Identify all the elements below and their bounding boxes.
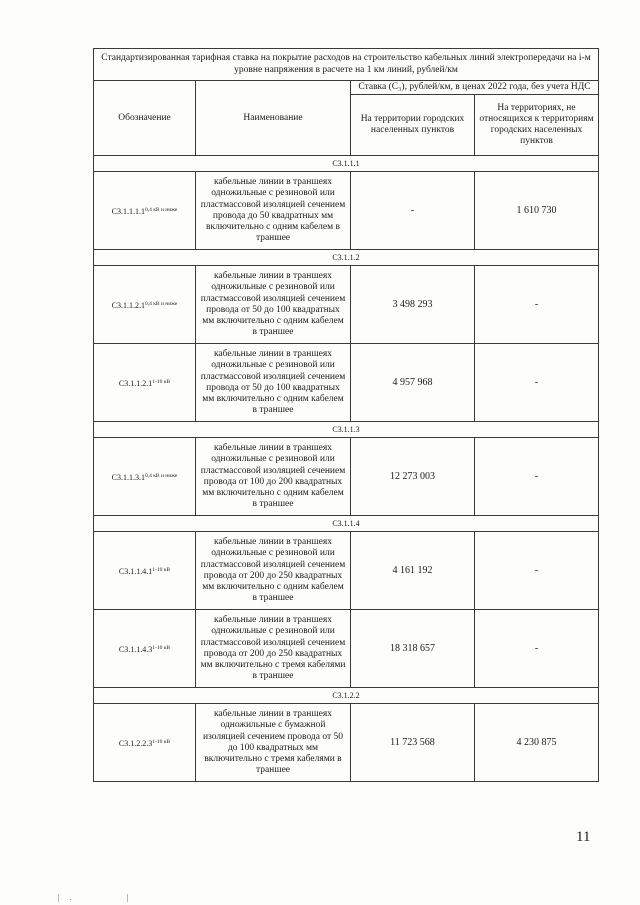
row-voltage: 0,4 кВ и ниже <box>145 472 178 479</box>
header-name: Наименование <box>196 81 351 156</box>
title-row <box>94 49 599 81</box>
row-rural-rate: - <box>475 610 599 688</box>
row-description: кабельные линии в траншеях одножильные с резиновой или пластмассовой изоляцией сечением провода до 50 квадратных мм включительно с одним кабелем в траншее <box>196 172 351 250</box>
group-code: C3.1.1.3 <box>94 422 599 438</box>
table-title: Стандартизированная тарифная ставка на покрытие расходов на строительство кабельных линий электропередачи на i-м уровне напряжения в расчете на 1 км линий, рублей/км <box>94 49 599 81</box>
row-rural-rate: - <box>475 532 599 610</box>
table-row <box>94 266 599 344</box>
row-code <box>94 438 196 516</box>
row-description: кабельные линии в траншеях одножильные с резиновой или пластмассовой изоляцией сечением провода от 200 до 250 квадратных мм включительно с тремя кабелями в траншее <box>196 610 351 688</box>
table-row <box>94 704 599 782</box>
group-code: C3.1.1.1 <box>94 156 599 172</box>
tariff-table <box>93 48 599 782</box>
table-row <box>94 610 599 688</box>
row-code <box>94 172 196 250</box>
group-row <box>94 250 599 266</box>
row-voltage: 1-10 кВ <box>152 738 171 745</box>
row-voltage: 1-10 кВ <box>152 566 171 573</box>
row-code-text: C3.1.1.2.1 <box>111 300 145 310</box>
group-row <box>94 688 599 704</box>
header-rate: Ставка (C₃), рублей/км, в ценах 2022 года, без учета НДС <box>351 81 599 95</box>
row-description: кабельные линии в траншеях одножильные с бумажной изоляцией сечением провода от 50 до 100 квадратных мм включительно с тремя кабелями в траншее <box>196 704 351 782</box>
row-urban-rate: 4 161 192 <box>351 532 475 610</box>
row-rural-rate: 4 230 875 <box>475 704 599 782</box>
row-code <box>94 610 196 688</box>
row-voltage: 1-10 кВ <box>152 644 171 651</box>
row-voltage: 0,4 кВ и ниже <box>145 206 178 213</box>
row-urban-rate: 18 318 657 <box>351 610 475 688</box>
scan-marks: | . | <box>58 893 130 902</box>
header-urban: На территории городских населенных пунктов <box>351 95 475 156</box>
row-rural-rate: - <box>475 266 599 344</box>
table-row <box>94 438 599 516</box>
group-row <box>94 156 599 172</box>
page-number: 11 <box>576 829 591 845</box>
row-description: кабельные линии в траншеях одножильные с резиновой или пластмассовой изоляцией сечением провода от 50 до 100 квадратных мм включительно с одним кабелем в траншее <box>196 344 351 422</box>
group-code: C3.1.1.2 <box>94 250 599 266</box>
row-code-text: C3.1.1.2.1 <box>118 378 153 388</box>
table-row <box>94 172 599 250</box>
header-rural: На территориях, не относящихся к территориям городских населенных пунктов <box>475 95 599 156</box>
table-row <box>94 344 599 422</box>
row-code <box>94 704 196 782</box>
row-description: кабельные линии в траншеях одножильные с резиновой или пластмассовой изоляцией сечением провода от 50 до 100 квадратных мм включительно с одним кабелем в траншее <box>196 266 351 344</box>
row-urban-rate: - <box>351 172 475 250</box>
row-urban-rate: 3 498 293 <box>351 266 475 344</box>
row-code <box>94 344 196 422</box>
row-rural-rate: - <box>475 438 599 516</box>
group-row <box>94 516 599 532</box>
row-code-text: C3.1.2.2.3 <box>118 738 153 748</box>
row-code-text: C3.1.1.3.1 <box>111 472 145 482</box>
row-code-text: C3.1.1.1.1 <box>111 206 145 216</box>
row-description: кабельные линии в траншеях одножильные с резиновой или пластмассовой изоляцией сечением провода от 100 до 200 квадратных мм включительно с одним кабелем в траншее <box>196 438 351 516</box>
group-row <box>94 422 599 438</box>
row-description: кабельные линии в траншеях одножильные с резиновой или пластмассовой изоляцией сечением провода от 200 до 250 квадратных мм включительно с одним кабелем в траншее <box>196 532 351 610</box>
group-code: C3.1.2.2 <box>94 688 599 704</box>
table-row <box>94 532 599 610</box>
header-code: Обозначение <box>94 81 196 156</box>
row-urban-rate: 11 723 568 <box>351 704 475 782</box>
row-voltage: 0,4 кВ и ниже <box>145 300 178 307</box>
row-rural-rate: - <box>475 344 599 422</box>
group-code: C3.1.1.4 <box>94 516 599 532</box>
header-row <box>94 81 599 95</box>
row-code-text: C3.1.1.4.1 <box>118 566 153 576</box>
row-code <box>94 532 196 610</box>
row-voltage: 1-10 кВ <box>152 378 171 385</box>
row-urban-rate: 12 273 003 <box>351 438 475 516</box>
row-code-text: C3.1.1.4.3 <box>118 644 153 654</box>
row-rural-rate: 1 610 730 <box>475 172 599 250</box>
row-urban-rate: 4 957 968 <box>351 344 475 422</box>
row-code <box>94 266 196 344</box>
